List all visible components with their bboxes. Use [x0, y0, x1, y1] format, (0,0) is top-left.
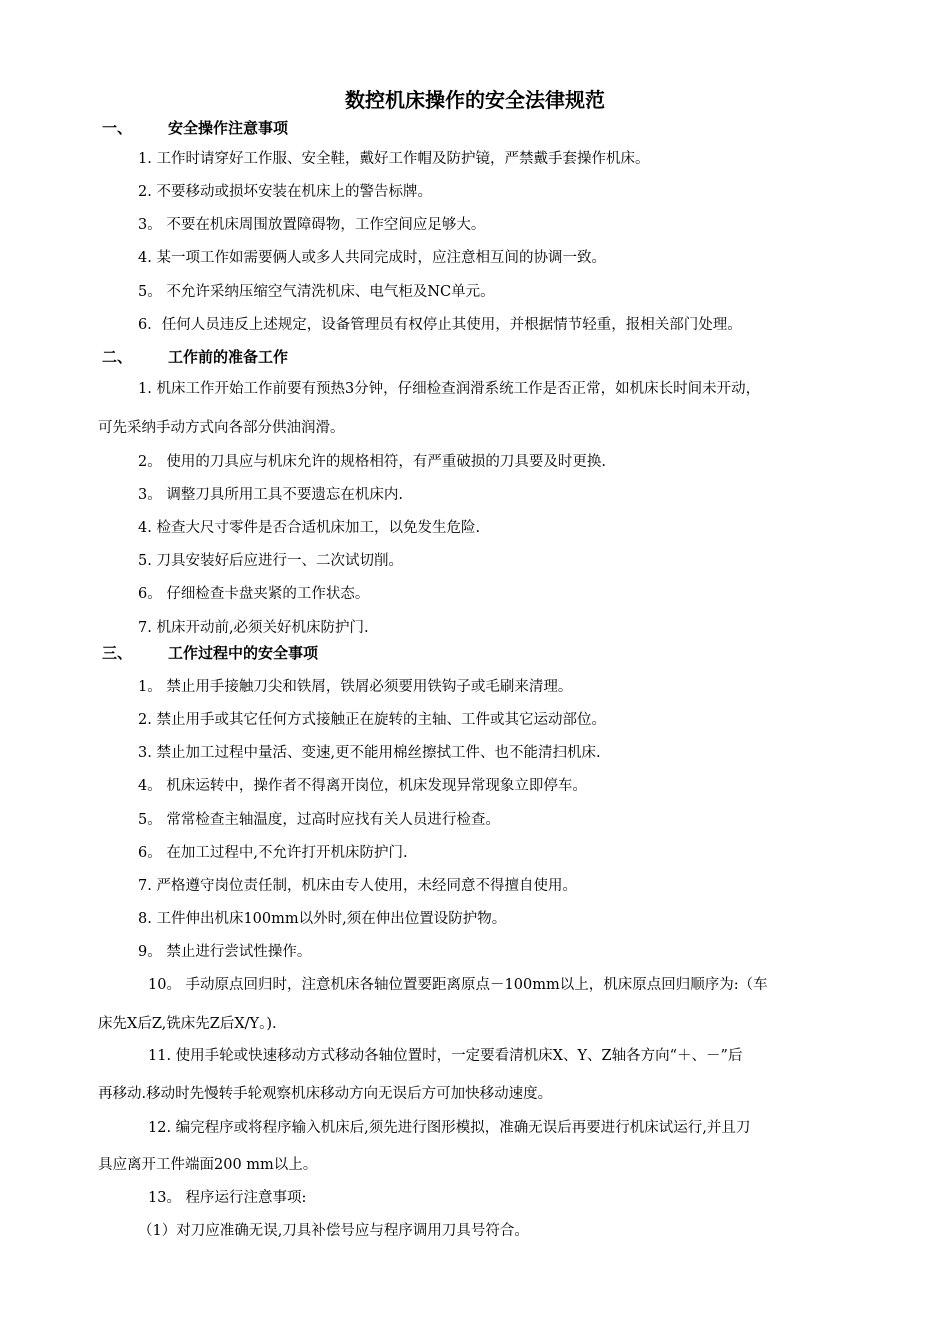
list-item: 1。 禁止用手接触刀尖和铁屑，铁屑必须要用铁钩子或毛刷来清理。 — [138, 679, 573, 695]
list-item: 1. 机床工作开始工作前要有预热3分钟，仔细检查润滑系统工作是否正常，如机床长时间未开动， — [138, 381, 761, 397]
list-item: 5。 常常检查主轴温度，过高时应找有关人员进行检查。 — [138, 812, 500, 828]
list-item-continuation: 床先X后Z,铣床先Z后X/Y。). — [98, 1016, 277, 1032]
list-item: 2. 不要移动或损坏安装在机床上的警告标牌。 — [138, 184, 432, 200]
list-item: 13。 程序运行注意事项: — [148, 1190, 307, 1206]
list-item: 2。 使用的刀具应与机床允许的规格相符，有严重破损的刀具要及时更换. — [138, 454, 606, 470]
section-number: 一、 — [102, 119, 133, 137]
section-number: 三、 — [102, 644, 133, 662]
list-item: 4. 检查大尺寸零件是否合适机床加工，以免发生危险. — [138, 520, 481, 536]
list-item: 7. 机床开动前,必须关好机床防护门. — [138, 620, 369, 636]
list-item: 6．任何人员违反上述规定，设备管理员有权停止其使用，并根据情节轻重，报相关部门处理。 — [138, 317, 742, 333]
section-heading — [102, 117, 288, 139]
list-item: 12. 编完程序或将程序输入机床后,须先进行图形模拟，准确无误后再要进行机床试运行,并且刀 — [148, 1120, 751, 1136]
list-item: 4。 机床运转中，操作者不得离开岗位，机床发现异常现象立即停车。 — [138, 778, 587, 794]
list-item: 3。 调整刀具所用工具不要遗忘在机床内. — [138, 487, 403, 503]
list-item: 10。 手动原点回归时，注意机床各轴位置要距离原点－100mm以上，机床原点回归顺序为:（车 — [148, 977, 768, 993]
list-item: 3. 禁止加工过程中量活、变速,更不能用棉丝擦拭工件、也不能清扫机床. — [138, 745, 601, 761]
list-item: 4. 某一项工作如需要俩人或多人共同完成时，应注意相互间的协调一致。 — [138, 250, 606, 266]
list-item: 5。 不允许采纳压缩空气清洗机床、电气柜及NC单元。 — [138, 284, 495, 300]
list-item: 7. 严格遵守岗位责任制，机床由专人使用，未经同意不得擅自使用。 — [138, 878, 577, 894]
section-title: 安全操作注意事项 — [168, 119, 289, 137]
list-item: 8. 工件伸出机床100mm以外时,须在伸出位置设防护物。 — [138, 911, 507, 927]
section-heading — [102, 346, 288, 368]
list-item: 1. 工作时请穿好工作服、安全鞋，戴好工作帽及防护镜，严禁戴手套操作机床。 — [138, 151, 650, 167]
list-item-continuation: 具应离开工件端面200 mm以上。 — [98, 1157, 318, 1173]
list-item: 3。 不要在机床周围放置障碍物，工作空间应足够大。 — [138, 217, 486, 233]
list-item: 6。 仔细检查卡盘夹紧的工作状态。 — [138, 586, 370, 602]
list-item: 5. 刀具安装好后应进行一、二次试切削。 — [138, 553, 403, 569]
list-item: 9。 禁止进行尝试性操作。 — [138, 944, 312, 960]
sub-list-item: （1）对刀应准确无误,刀具补偿号应与程序调用刀具号符合。 — [138, 1223, 529, 1239]
list-item: 2. 禁止用手或其它任何方式接触正在旋转的主轴、工件或其它运动部位。 — [138, 712, 606, 728]
document-title: 数控机床操作的安全法律规范 — [345, 88, 605, 112]
section-number: 二、 — [102, 348, 133, 366]
section-heading — [102, 642, 318, 664]
list-item-continuation: 可先采纳手动方式向各部分供油润滑。 — [98, 420, 345, 436]
section-title: 工作过程中的安全事项 — [168, 644, 319, 662]
list-item: 6。 在加工过程中,不允许打开机床防护门. — [138, 845, 408, 861]
list-item: 11. 使用手轮或快速移动方式移动各轴位置时，一定要看清机床X、Y、Z轴各方向“＋、－”后 — [148, 1048, 743, 1064]
list-item-continuation: 再移动.移动时先慢转手轮观察机床移动方向无误后方可加快移动速度。 — [98, 1086, 553, 1102]
section-title: 工作前的准备工作 — [168, 348, 289, 366]
